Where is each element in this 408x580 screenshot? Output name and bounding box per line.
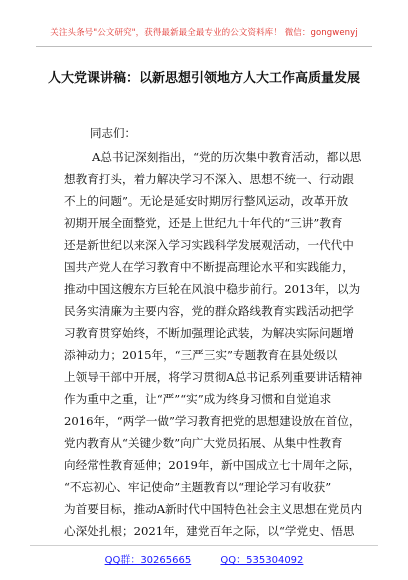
body-line: 不上的问题”。无论是延安时期厉行整风运动，改革开放	[64, 194, 349, 208]
body-line: 心深处扎根；2021年，建党百年之际，以“学党史、悟思	[64, 524, 355, 538]
body-line: 想教育打头，着力解决学习不深入、思想不统一、行动跟	[64, 172, 354, 186]
body-line: 初期开展全面整党，还是上世纪九十年代的“三讲”教育	[64, 216, 343, 230]
body-line: 推动中国这艘东方巨轮在风浪中稳步前行。2013年，以为	[64, 282, 361, 296]
body-line: 党内教育从“关键少数”向广大党员拓展、从集中性教育	[64, 436, 343, 450]
body-line: 国共产党人在学习教育中不断提高理论水平和实践能力，	[64, 260, 354, 274]
body-line: 作为重中之重，让“严”“实”成为终身习惯和自觉追求	[64, 392, 332, 406]
body-line: 添神动力；2015年，“三严三实”专题教育在县处级以	[64, 348, 338, 362]
body-line: “不忘初心、牢记使命”主题教育以“理论学习有收获”	[64, 480, 332, 494]
body-line: 还是新世纪以来深入学习实践科学发展观活动，一代代中	[64, 238, 354, 252]
footer-qq-group-link[interactable]: QQ群：30265665	[104, 555, 192, 566]
footer	[0, 551, 408, 566]
body-line: 为首要目标，推动A新时代中国特色社会主义思想在党员内	[64, 502, 363, 516]
footer-qq-link[interactable]: QQ：535304092	[220, 555, 304, 566]
footer-divider	[30, 545, 378, 546]
header-notice: 关注头条号"公文研究"，获得最新最全最专业的公文资料库！ 微信：gongwenyj	[50, 28, 358, 38]
body-line: 2016年，“两学一做”学习教育把党的思想建设放在首位，	[64, 414, 361, 428]
body-line: 向经常性教育延伸；2019年，新中国成立七十周年之际，	[64, 458, 361, 472]
salutation: 同志们：	[90, 126, 136, 140]
body-line: 上领导干部中开展，将学习贯彻A总书记系列重要讲话精神	[64, 370, 363, 384]
document-title: 人大党课讲稿：以新思想引领地方人大工作高质量发展	[47, 71, 360, 86]
body-line: A总书记深刻指出，“党的历次集中教育活动，都以思	[92, 150, 362, 164]
body-line: 民务实清廉为主要内容，党的群众路线教育实践活动把学	[64, 304, 354, 318]
body-line: 习教育贯穿始终，不断加强理论武装，为解决实际问题增	[64, 326, 354, 340]
